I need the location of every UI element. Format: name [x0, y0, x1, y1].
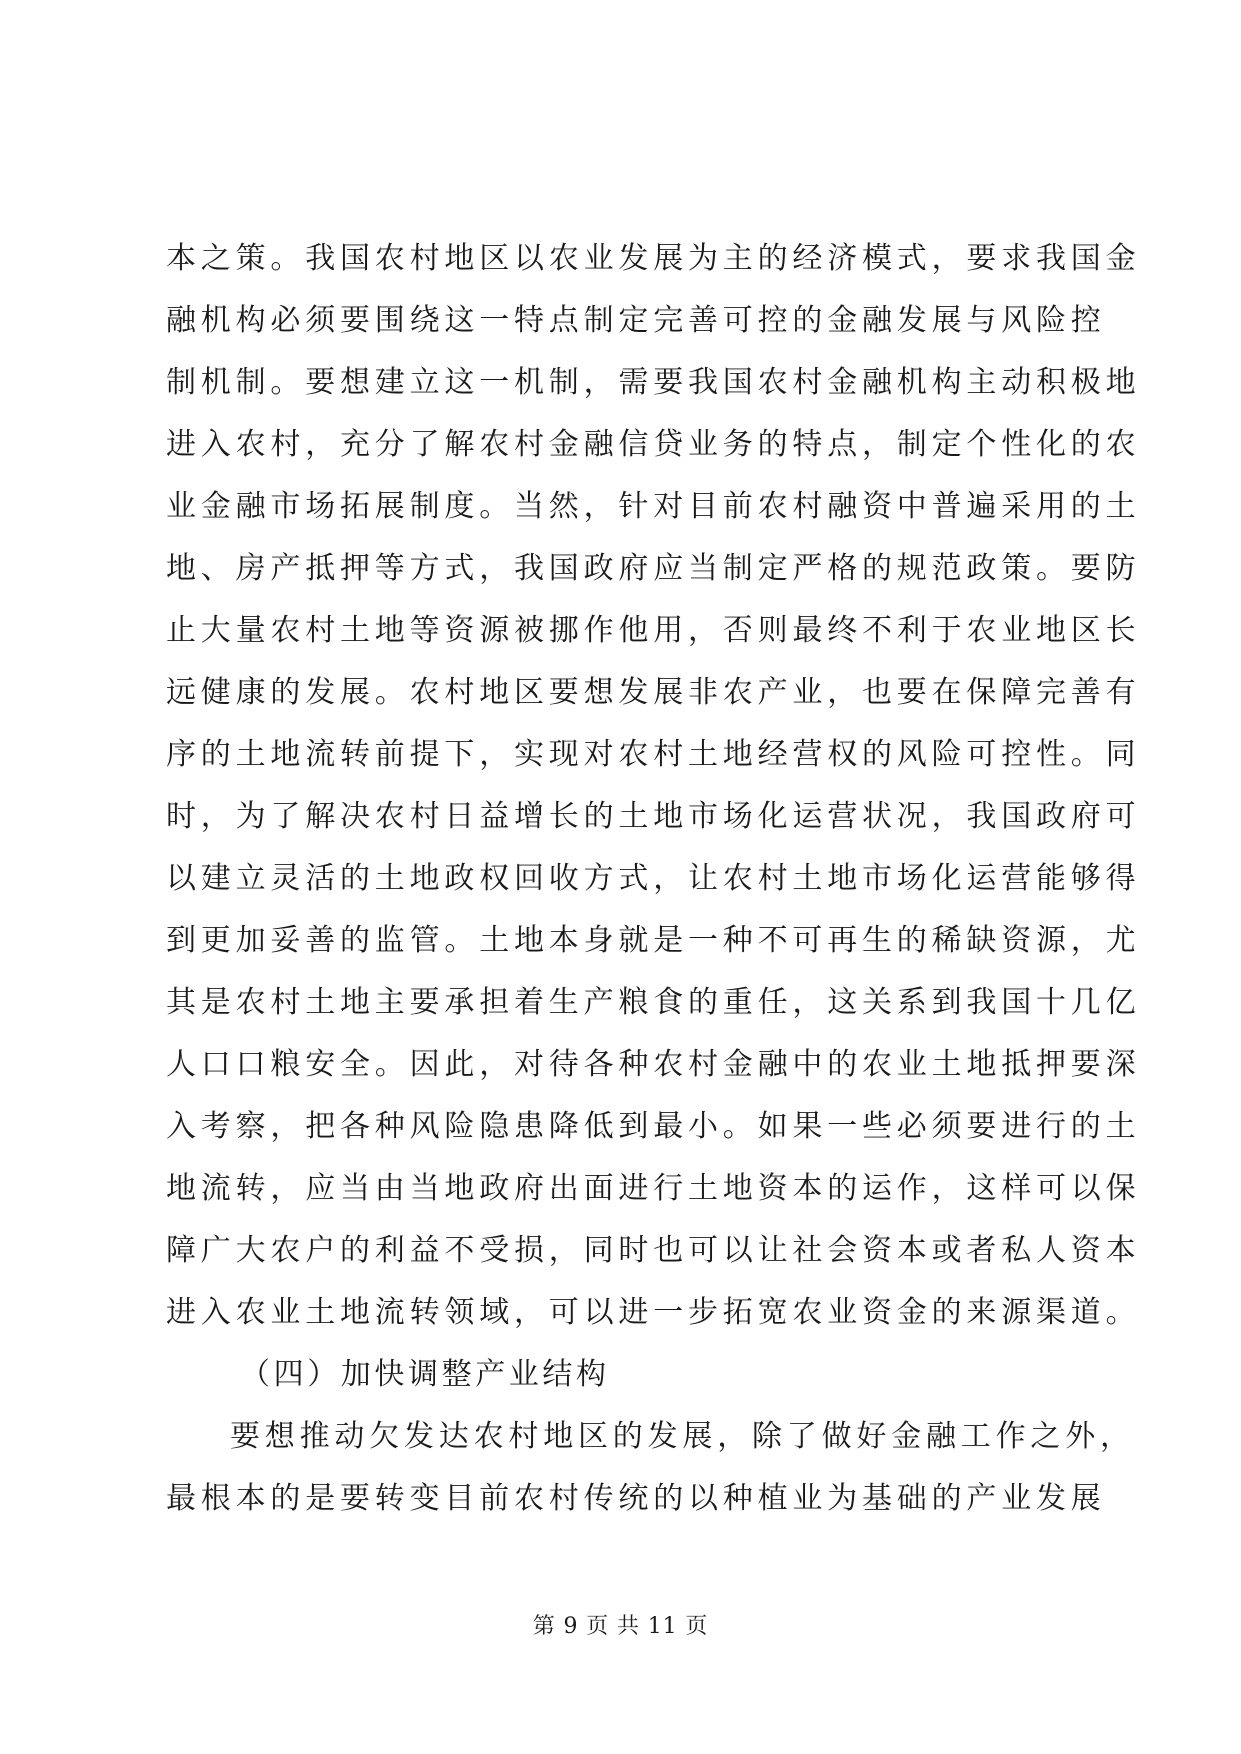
- section-heading: （四）加快调整产业结构: [240, 1357, 610, 1392]
- text-line: 地、房产抵押等方式，我国政府应当制定严格的规范政策。要防: [166, 551, 1141, 586]
- text-line: 地流转，应当由当地政府出面进行土地资本的运作，这样可以保: [166, 1171, 1141, 1206]
- text-line: 止大量农村土地等资源被挪作他用，否则最终不利于农业地区长: [166, 613, 1141, 648]
- text-line: 进入农村，充分了解农村金融信贷业务的特点，制定个性化的农: [166, 427, 1141, 462]
- text-line: 制机制。要想建立这一机制，需要我国农村金融机构主动积极地: [166, 365, 1141, 400]
- text-line: 进入农业土地流转领域，可以进一步拓宽农业资金的来源渠道。: [166, 1295, 1141, 1330]
- text-line: 到更加妥善的监管。土地本身就是一种不可再生的稀缺资源，尤: [166, 923, 1141, 958]
- text-line: 以建立灵活的土地政权回收方式，让农村土地市场化运营能够得: [166, 861, 1141, 896]
- text-line: 远健康的发展。农村地区要想发展非农产业，也要在保障完善有: [166, 675, 1141, 710]
- page-footer: [0, 1612, 1241, 1642]
- text-line: 最根本的是要转变目前农村传统的以种植业为基础的产业发展: [166, 1481, 1106, 1516]
- text-line: 业金融市场拓展制度。当然，针对目前农村融资中普遍采用的土: [166, 489, 1141, 524]
- text-line: 其是农村土地主要承担着生产粮食的重任，这关系到我国十几亿: [166, 985, 1141, 1020]
- text-line: 要想推动欠发达农村地区的发展，除了做好金融工作之外，: [230, 1419, 1135, 1454]
- text-line: 时，为了解决农村日益增长的土地市场化运营状况，我国政府可: [166, 799, 1141, 834]
- text-line: 人口口粮安全。因此，对待各种农村金融中的农业土地抵押要深: [166, 1047, 1141, 1082]
- text-line: 融机构必须要围绕这一特点制定完善可控的金融发展与风险控: [166, 303, 1106, 338]
- document-body: [166, 228, 1141, 1530]
- page-number: 第 9 页 共 11 页: [532, 1614, 709, 1639]
- text-line: 序的土地流转前提下，实现对农村土地经营权的风险可控性。同: [166, 737, 1141, 772]
- text-line: 障广大农户的利益不受损，同时也可以让社会资本或者私人资本: [166, 1233, 1141, 1268]
- text-line: 本之策。我国农村地区以农业发展为主的经济模式，要求我国金: [166, 241, 1141, 276]
- text-line: 入考察，把各种风险隐患降低到最小。如果一些必须要进行的土: [166, 1109, 1141, 1144]
